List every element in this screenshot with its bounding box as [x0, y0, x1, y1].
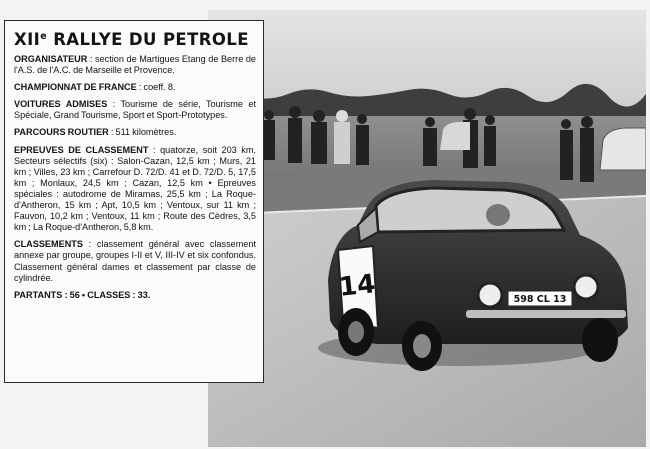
section-voitures-admises: [14, 99, 256, 121]
license-plate: 598 CL 13: [513, 294, 567, 305]
section-label: VOITURES ADMISES: [14, 99, 108, 110]
classes-label: CLASSES : 33.: [87, 289, 151, 300]
section-text: : quatorze, soit 203 km. Secteurs sélectifs (six) : Salon-Cazan, 12,5 km ; Murs, 21 km ; Villes, 23 km ; Carrefour D. 72/D. 41 et D. 72/D. 5, 17,5 km ; Monlaux, 24,5 km ; Cazan, 12,5 km • Epreuves spéciales : autodrome de Miramas, 25,5 km ; La Roque-d'Antheron, 15 km ; Apt, 10,5 km ; Ventoux, sur 11 km ; Fauvon, 10,2 km ; Ventoux, 11 km ; Route des Cèdres, 3,5 km ; La Roque-d'Antheron, 5,8 km.: [14, 144, 256, 233]
section-text: : Tourisme de série, Tourisme et Spéciale, Grand Tourisme, Sport et Sport-Prototypes.: [14, 99, 256, 121]
section-championnat: [14, 82, 256, 93]
section-text: : section de Martigues Etang de Berre de l'A.S. de l'A.C. de Marseille et Provence.: [14, 54, 256, 76]
section-partants-classes: [14, 290, 256, 301]
rally-edition-suffix: e: [40, 31, 48, 42]
rally-info-box: [4, 20, 264, 383]
section-epreuves: [14, 145, 256, 234]
section-parcours-routier: [14, 127, 256, 138]
rally-car-photo-art: [208, 10, 646, 447]
section-text: : coeff. 8.: [136, 82, 176, 93]
rally-name: RALLYE DU PETROLE: [53, 30, 249, 49]
rally-title: [14, 27, 256, 49]
partants-label: PARTANTS : 56: [14, 289, 80, 300]
race-number: 14: [337, 269, 377, 303]
section-text: : 511 kilomètres.: [108, 127, 177, 138]
section-label: PARCOURS ROUTIER: [14, 127, 109, 138]
section-text: : classement général avec classement annexe par groupe, groupes I-II et V, III-IV et six confondus. Classement général dames et classement par classe de cylindrée.: [14, 239, 256, 283]
separator-bullet: •: [79, 289, 88, 300]
section-label: ORGANISATEUR: [14, 54, 88, 64]
section-classements: [14, 239, 256, 283]
section-label: EPREUVES DE CLASSEMENT: [14, 144, 149, 155]
rally-edition-number: XII: [14, 30, 41, 49]
rally-car-photo: [208, 10, 646, 447]
section-label: CHAMPIONNAT DE FRANCE: [14, 82, 137, 93]
section-label: CLASSEMENTS: [14, 239, 83, 250]
section-organisateur: [14, 54, 256, 76]
